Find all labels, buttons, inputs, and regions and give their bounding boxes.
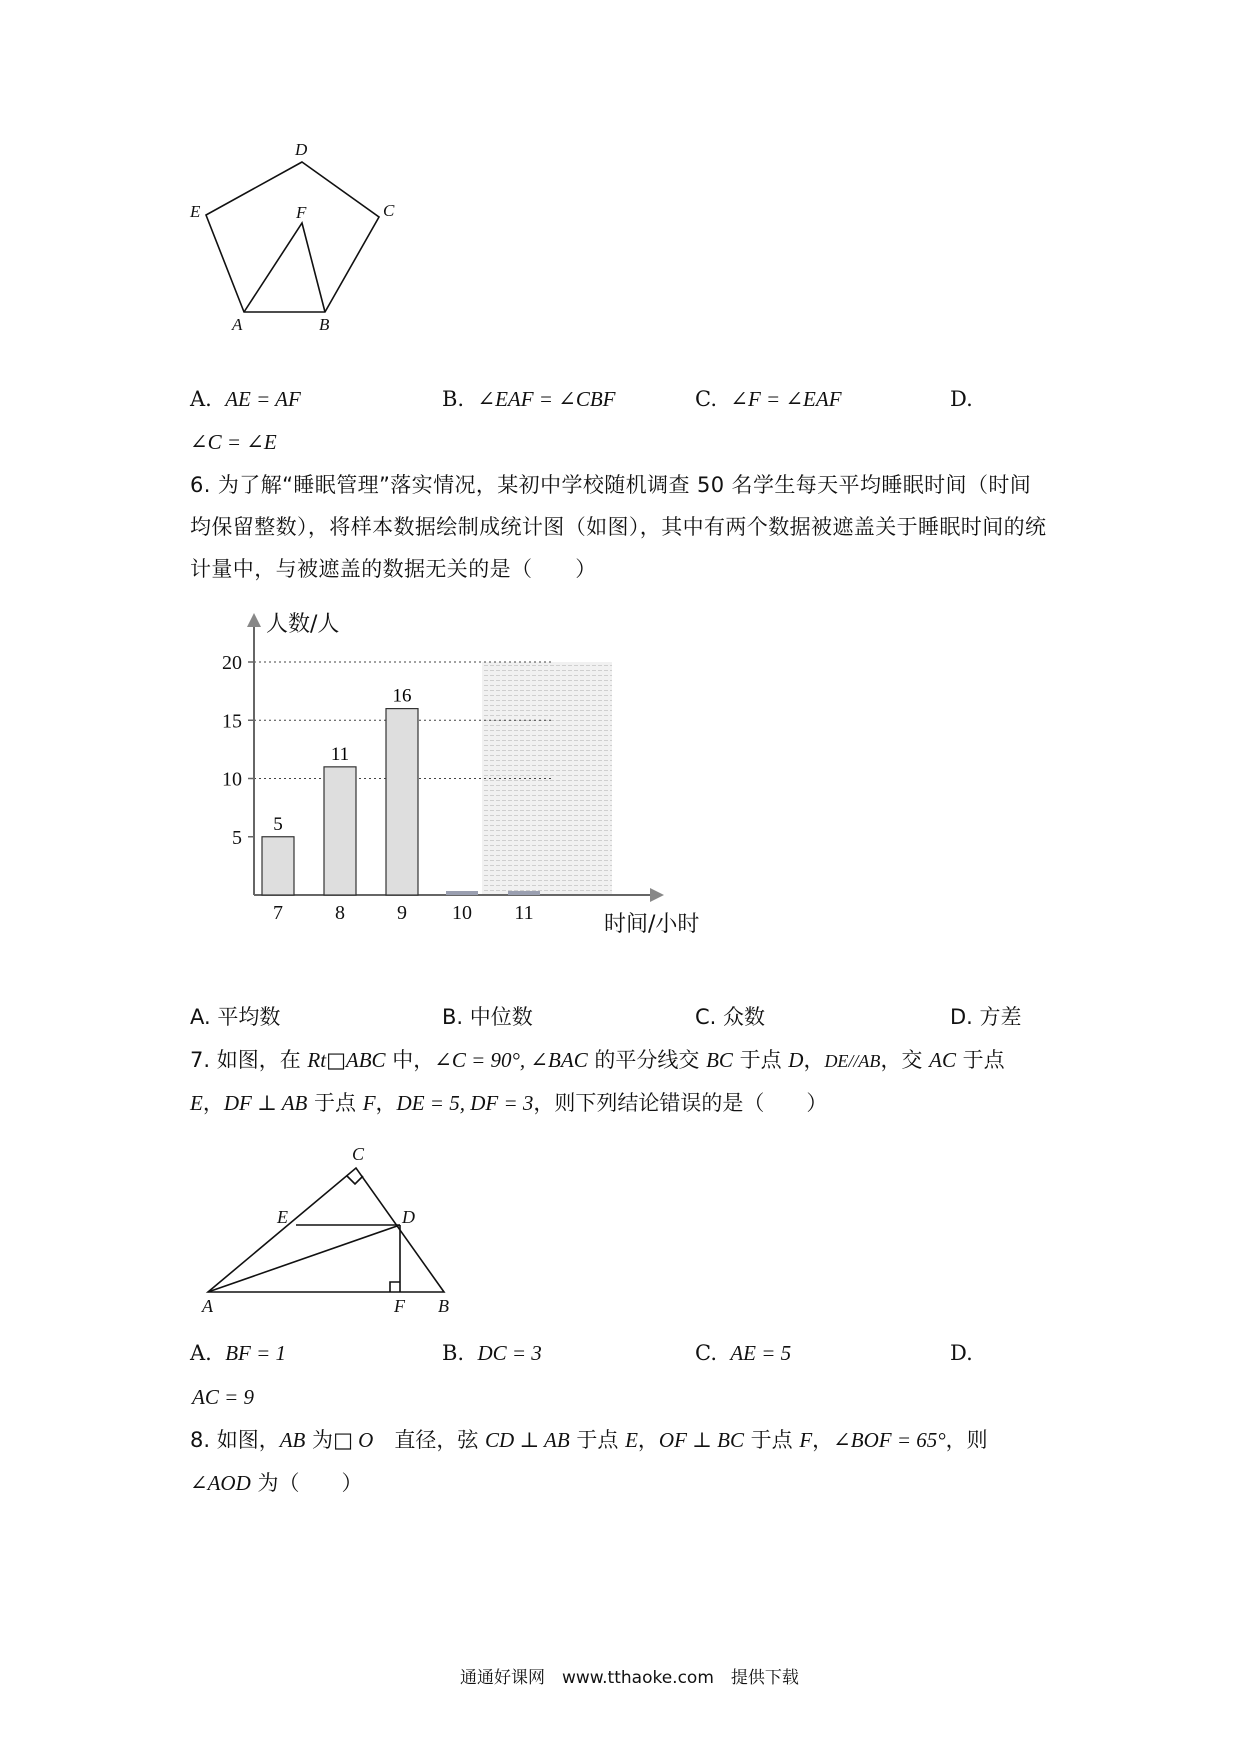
option-expr: ∠F = ∠EAF: [730, 387, 842, 411]
q5-option-c: [695, 389, 842, 410]
q8-line-1: 8. 如图，AB 为□ O 直径，弦 CD ⊥ AB 于点 E，OF ⊥ BC 于点 F，∠BOF = 65°，则: [190, 1428, 988, 1452]
sleep-time-bar-chart: [190, 605, 730, 955]
y-tick-label: 15: [222, 710, 242, 733]
label-A: A: [202, 1296, 213, 1316]
q7-option-c: C. AE = 5: [695, 1341, 792, 1365]
y-axis-arrow: [247, 613, 261, 627]
option-letter: C.: [695, 387, 717, 411]
q5-option-d-expr: ∠C = ∠E: [190, 430, 277, 454]
label-C: C: [352, 1144, 365, 1164]
bar-data-label: 16: [392, 685, 412, 707]
covered-bar-stub: [446, 891, 478, 895]
bar-data-label: 5: [273, 813, 283, 835]
covered-bar-stub: [508, 891, 540, 895]
bar: [262, 837, 294, 895]
covered-data-mask: [482, 662, 612, 895]
q7-option-d-letter: D.: [950, 1341, 973, 1365]
q7-option-b: B. DC = 3: [442, 1341, 542, 1365]
q6-line-3: 计量中，与被遮盖的数据无关的是（ ）: [190, 557, 597, 581]
x-tick-label: 9: [397, 902, 407, 924]
right-angle-f: [390, 1282, 400, 1292]
q7-option-a: A. BF = 1: [190, 1341, 287, 1365]
q6-option-a: A. 平均数: [190, 1005, 281, 1029]
triangle-abf: [244, 223, 325, 312]
x-axis-arrow: [650, 888, 664, 902]
bar: [324, 767, 356, 895]
option-letter: B.: [442, 387, 465, 411]
option-expr: ∠EAF = ∠CBF: [477, 387, 616, 411]
q7-line-1: 7. 如图，在 Rt□ABC 中，∠C = 90°, ∠BAC 的平分线交 BC 于点 D，DE//AB，交 AC 于点: [190, 1048, 1005, 1072]
triangle-abc: [208, 1168, 444, 1292]
q6-line-2: 均保留整数），将样本数据绘制成统计图（如图），其中有两个数据被遮盖关于睡眠时间的统: [190, 515, 1047, 539]
x-tick-label: 8: [335, 902, 345, 924]
x-axis-title: 时间/小时: [604, 912, 700, 937]
x-tick-label: 11: [514, 902, 534, 924]
q5-option-a: [190, 389, 301, 410]
option-letter: A.: [190, 387, 212, 411]
q8-line-2: ∠AOD 为（ ）: [190, 1471, 363, 1495]
q6-line-1: 6. 为了解“睡眠管理”落实情况，某初中学校随机调查 50 名学生每天平均睡眠时间（时间: [190, 473, 1032, 497]
right-triangle-figure: [190, 1140, 470, 1320]
bar-data-label: 11: [330, 743, 350, 765]
label-D: D: [295, 140, 308, 159]
right-angle-c: [347, 1176, 363, 1184]
q7-option-d-expr: AC = 9: [192, 1385, 255, 1409]
label-D: D: [402, 1207, 415, 1227]
page-footer: 通通好课网 www.tthaoke.com 提供下载: [460, 1668, 799, 1688]
y-tick-label: 20: [222, 652, 242, 674]
bar: [386, 709, 418, 895]
label-B: B: [438, 1296, 449, 1316]
q6-option-d: D. 方差: [950, 1005, 1022, 1029]
y-tick-label: 5: [232, 826, 242, 849]
label-E: E: [190, 202, 201, 221]
label-F: F: [296, 203, 307, 222]
label-A: A: [232, 315, 243, 334]
q5-option-b: [442, 389, 615, 410]
option-expr: AE = AF: [225, 387, 301, 411]
x-tick-label: 10: [452, 902, 472, 924]
y-axis-title: 人数/人: [266, 612, 340, 637]
q7-line-2: E，DF ⊥ AB 于点 F，DE = 5, DF = 3，则下列结论错误的是（ ）: [190, 1091, 828, 1115]
segment-ad: [208, 1225, 400, 1292]
label-B: B: [319, 315, 330, 334]
label-C: C: [383, 201, 395, 220]
label-F: F: [394, 1296, 405, 1316]
x-tick-label: 7: [273, 902, 283, 924]
label-E: E: [277, 1207, 288, 1227]
y-tick-label: 10: [222, 768, 242, 791]
q5-option-d-letter: D.: [950, 387, 973, 411]
pentagon-figure: [180, 140, 420, 380]
q6-option-c: C. 众数: [695, 1005, 766, 1029]
q6-option-b: B. 中位数: [442, 1005, 533, 1029]
